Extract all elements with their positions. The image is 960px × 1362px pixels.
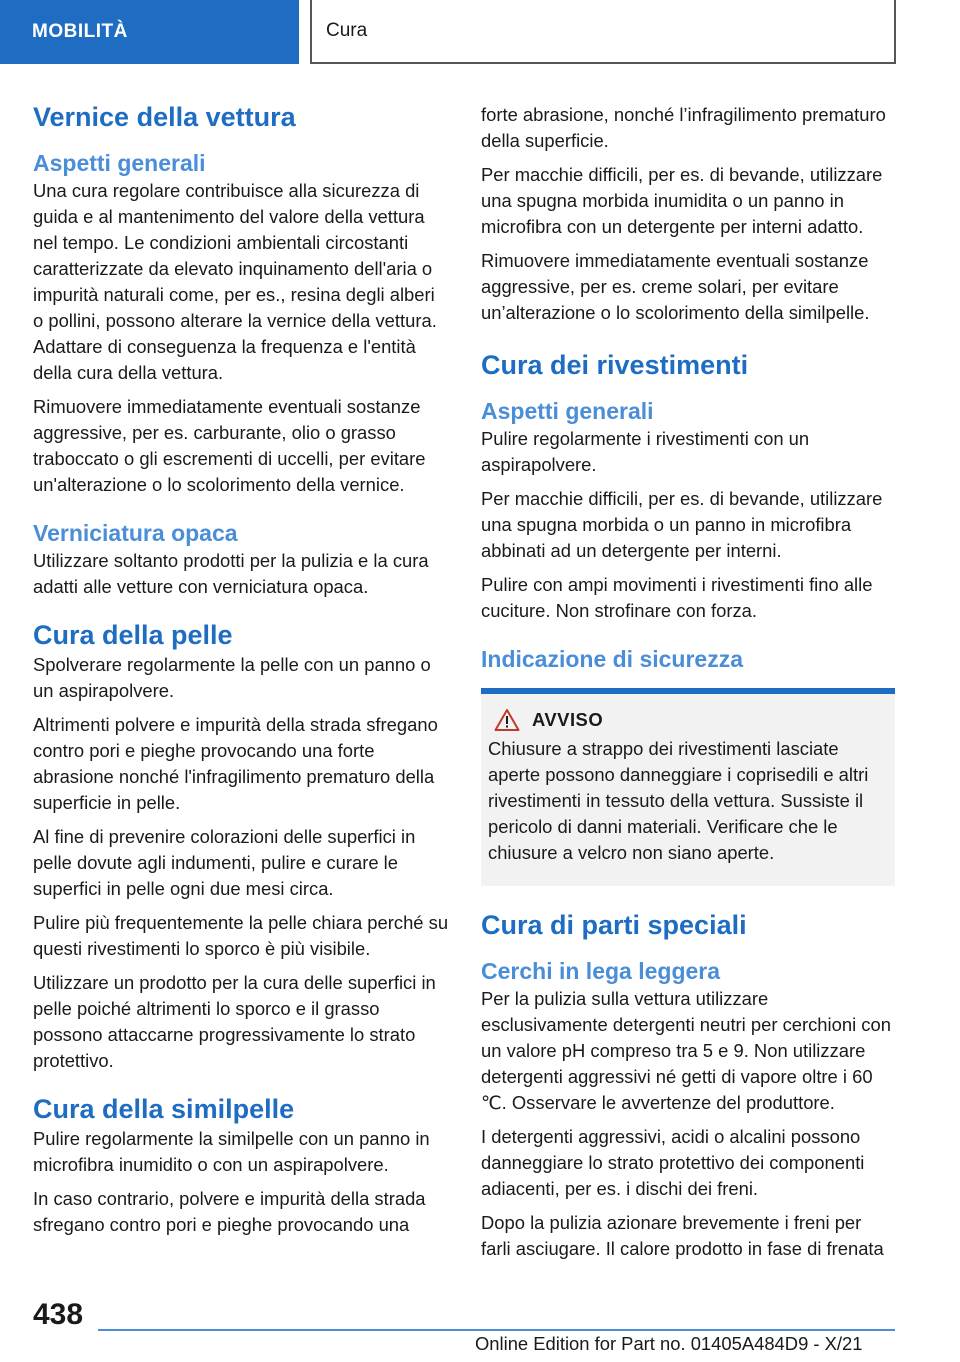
- warning-box: [481, 688, 895, 886]
- warning-triangle-icon: [494, 708, 520, 732]
- section-tab: [0, 0, 299, 64]
- subheading-verniciatura-opaca: Verniciatura opaca: [33, 520, 238, 546]
- warning-text: Chiusure a strappo dei rivestimenti lasciate aperte possono danneggiare i coprisedili e altri rivestimenti in tessuto della vettura. Sussiste il pericolo di danni materiali. Verificare che le chiusure a velcro non siano aperte.: [488, 738, 869, 863]
- warning-header: [488, 708, 889, 732]
- paragraph: Pulire con ampi movimenti i rivestimenti fino alle cuciture. Non strofinare con forza.: [481, 574, 873, 621]
- paragraph: Per la pulizia sulla vettura utilizzare esclusivamente detergenti neutri per cerchioni con un valore pH compreso tra 5 e 9. Non utilizzare detergenti aggressivi né getti di vapore oltre i 60 ℃. Osservare le avvertenze del produttore.: [481, 988, 891, 1113]
- paragraph: Pulire più frequentemente la pelle chiara perché su questi rivestimenti lo sporco è più visibile.: [33, 912, 449, 959]
- heading-rivestimenti: Cura dei rivestimenti: [481, 350, 749, 380]
- paragraph: Dopo la pulizia azionare brevemente i freni per farli asciugare. Il calore prodotto in fase di frenata: [481, 1212, 884, 1259]
- subheading-aspetti-generali: Aspetti generali: [481, 398, 654, 424]
- right-column: [481, 102, 895, 1262]
- edition-label: Online Edition for Part no. 01405A484D9 - X/21: [475, 1333, 863, 1354]
- paragraph: Utilizzare un prodotto per la cura delle superfici in pelle poiché altrimenti lo sporco e il grasso possono attaccarne progressivamente lo strato protettivo.: [33, 972, 436, 1071]
- paragraph: Utilizzare soltanto prodotti per la pulizia e la cura adatti alle vetture con verniciatura opaca.: [33, 550, 429, 597]
- paragraph: Per macchie difficili, per es. di bevande, utilizzare una spugna morbida inumidita o un panno in microfibra con un detergente per interni adatto.: [481, 164, 883, 237]
- heading-vernice: Vernice della vettura: [33, 102, 296, 132]
- page-number: 438: [33, 1298, 84, 1331]
- paragraph: Spolverare regolarmente la pelle con un panno o un aspirapolvere.: [33, 654, 431, 701]
- subheading-cerchi: Cerchi in lega leggera: [481, 958, 721, 984]
- paragraph: Per macchie difficili, per es. di bevande, utilizzare una spugna morbida o un panno in microfibra abbinati ad un detergente per interni.: [481, 488, 883, 561]
- heading-parti-speciali: Cura di parti speciali: [481, 910, 747, 940]
- chapter-title: Cura: [326, 20, 368, 41]
- paragraph: Rimuovere immediatamente eventuali sostanze aggressive, per es. creme solari, per evitare un’alterazione o lo scolorimento della similpelle.: [481, 250, 870, 323]
- paragraph: Pulire regolarmente la similpelle con un panno in microfibra inumidito o con un aspirapolvere.: [33, 1128, 430, 1175]
- paragraph: Pulire regolarmente i rivestimenti con un aspirapolvere.: [481, 428, 810, 475]
- footer-divider: [98, 1329, 895, 1331]
- heading-similpelle: Cura della similpelle: [33, 1094, 295, 1124]
- subheading-aspetti-generali: Aspetti generali: [33, 150, 206, 176]
- paragraph: Al fine di prevenire colorazioni delle superfici in pelle dovute agli indumenti, pulire e curare le superfici in pelle ogni due mesi circa.: [33, 826, 416, 899]
- subheading-indicazione-sicurezza: Indicazione di sicurezza: [481, 646, 744, 672]
- paragraph: Rimuovere immediatamente eventuali sostanze aggressive, per es. carburante, olio o grasso traboccato o gli escrementi di uccelli, per evitare un'alterazione o lo scolorimento della vernice.: [33, 396, 426, 495]
- paragraph: forte abrasione, nonché l’infragilimento prematuro della superficie.: [481, 104, 886, 151]
- chapter-header: [310, 0, 896, 64]
- paragraph: Altrimenti polvere e impurità della strada sfregano contro pori e pieghe provocando una forte abrasione nonché l'infragilimento prematuro della superficie in pelle.: [33, 714, 438, 813]
- paragraph: I detergenti aggressivi, acidi o alcalini possono danneggiare lo strato protettivo dei componenti adiacenti, per es. i dischi dei freni.: [481, 1126, 865, 1199]
- warning-title: AVVISO: [532, 709, 604, 730]
- heading-pelle: Cura della pelle: [33, 620, 233, 650]
- left-column: [33, 100, 449, 1238]
- section-title: MOBILITÀ: [32, 21, 128, 42]
- paragraph: Una cura regolare contribuisce alla sicurezza di guida e al mantenimento del valore della vettura nel tempo. Le condizioni ambientali circostanti caratterizzate da elevato inquinamento dell'aria o impurità naturali come, per es., resina degli alberi o pollini, possono alterare la vernice della vettura. Adattare di conseguenza la frequenza e l'entità della cura della vettura.: [33, 180, 437, 383]
- paragraph: In caso contrario, polvere e impurità della strada sfregano contro pori e pieghe provocando una: [33, 1188, 426, 1235]
